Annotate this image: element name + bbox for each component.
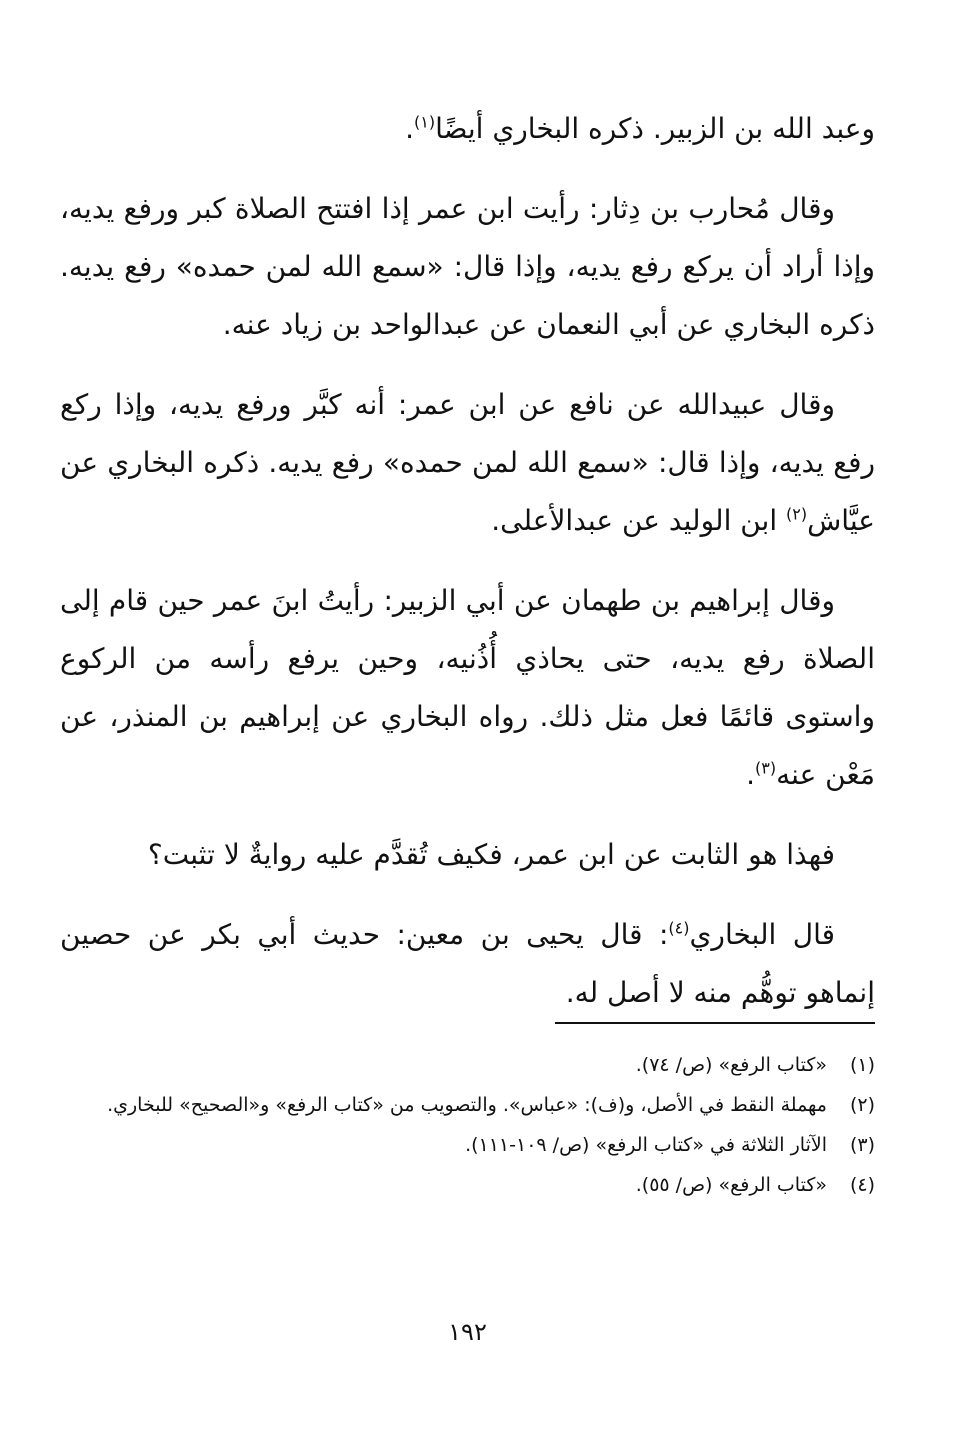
paragraph-5: فهذا هو الثابت عن ابن عمر، فكيف تُقدَّم عليه روايةٌ لا تثبت؟: [147, 838, 835, 871]
paragraph-2: وقال مُحارب بن دِثار: رأيت ابن عمر إذا افتتح الصلاة كبر ورفع يديه، وإذا أراد أن يركع رفع يديه، وإذا قال: «سمع الله لمن حمده» رفع يديه. ذكره البخاري عن أبي النعمان عن عبدالواحد بن زياد عنه.: [60, 192, 875, 341]
footnote-ref-3[interactable]: (٣): [755, 758, 777, 778]
footnote-number: (١): [849, 1054, 875, 1076]
footnote-text: «كتاب الرفع» (ص/ ٥٥).: [635, 1174, 827, 1196]
footnote-number: (٢): [849, 1094, 875, 1116]
paragraph-6: قال البخاري$^{(٤)}$: قال يحيى بن معين: حديث أبي بكر عن حصين إنماهو توهُّم منه لا أصل له.: [60, 918, 875, 1009]
footnote-number: (٤): [849, 1174, 875, 1196]
footnotes: [60, 1045, 875, 1205]
page-body: [60, 100, 875, 1400]
footnote-ref-1[interactable]: (١): [413, 112, 436, 132]
footnote-4: [60, 1165, 875, 1205]
footnote-text: مهملة النقط في الأصل، و(ف): «عباس». والتصويب من «كتاب الرفع» و«الصحيح» للبخاري.: [107, 1094, 827, 1116]
footnote-2: [60, 1085, 875, 1125]
page-number: ١٩٢: [448, 1318, 487, 1346]
footnote-text: الآثار الثلاثة في «كتاب الرفع» (ص/ ١٠٩-١١١).: [465, 1134, 827, 1156]
paragraph-4: وقال إبراهيم بن طهمان عن أبي الزبير: رأيتُ ابنَ عمر حين قام إلى الصلاة رفع يديه، حتى يحاذي أُذُنيه، وحين يرفع رأسه من الركوع واستوى قائمًا فعل مثل ذلك. رواه البخاري عن إبراهيم بن المنذر، عن مَعْن عنه$^{(٣)}$.: [60, 584, 875, 791]
footnote-3: [60, 1125, 875, 1165]
footnote-ref-2[interactable]: (٢): [786, 504, 808, 524]
footnote-number: (٣): [849, 1134, 875, 1156]
footnote-text: «كتاب الرفع» (ص/ ٧٤).: [635, 1054, 827, 1076]
paragraph-3: وقال عبيدالله عن نافع عن ابن عمر: أنه كبَّر ورفع يديه، وإذا ركع رفع يديه، وإذا قال: «سمع الله لمن حمده» رفع يديه. ذكره البخاري عن عيَّاش$^{(٢)}$ ابن الوليد عن عبدالأعلى.: [60, 388, 875, 537]
footnote-1: [60, 1045, 875, 1085]
paragraph-1: وعبد الله بن الزبير. ذكره البخاري أيضًا$^{(١)}$.: [405, 112, 875, 145]
footnote-ref-4[interactable]: (٤): [668, 918, 690, 938]
footnote-divider: [555, 1022, 875, 1024]
